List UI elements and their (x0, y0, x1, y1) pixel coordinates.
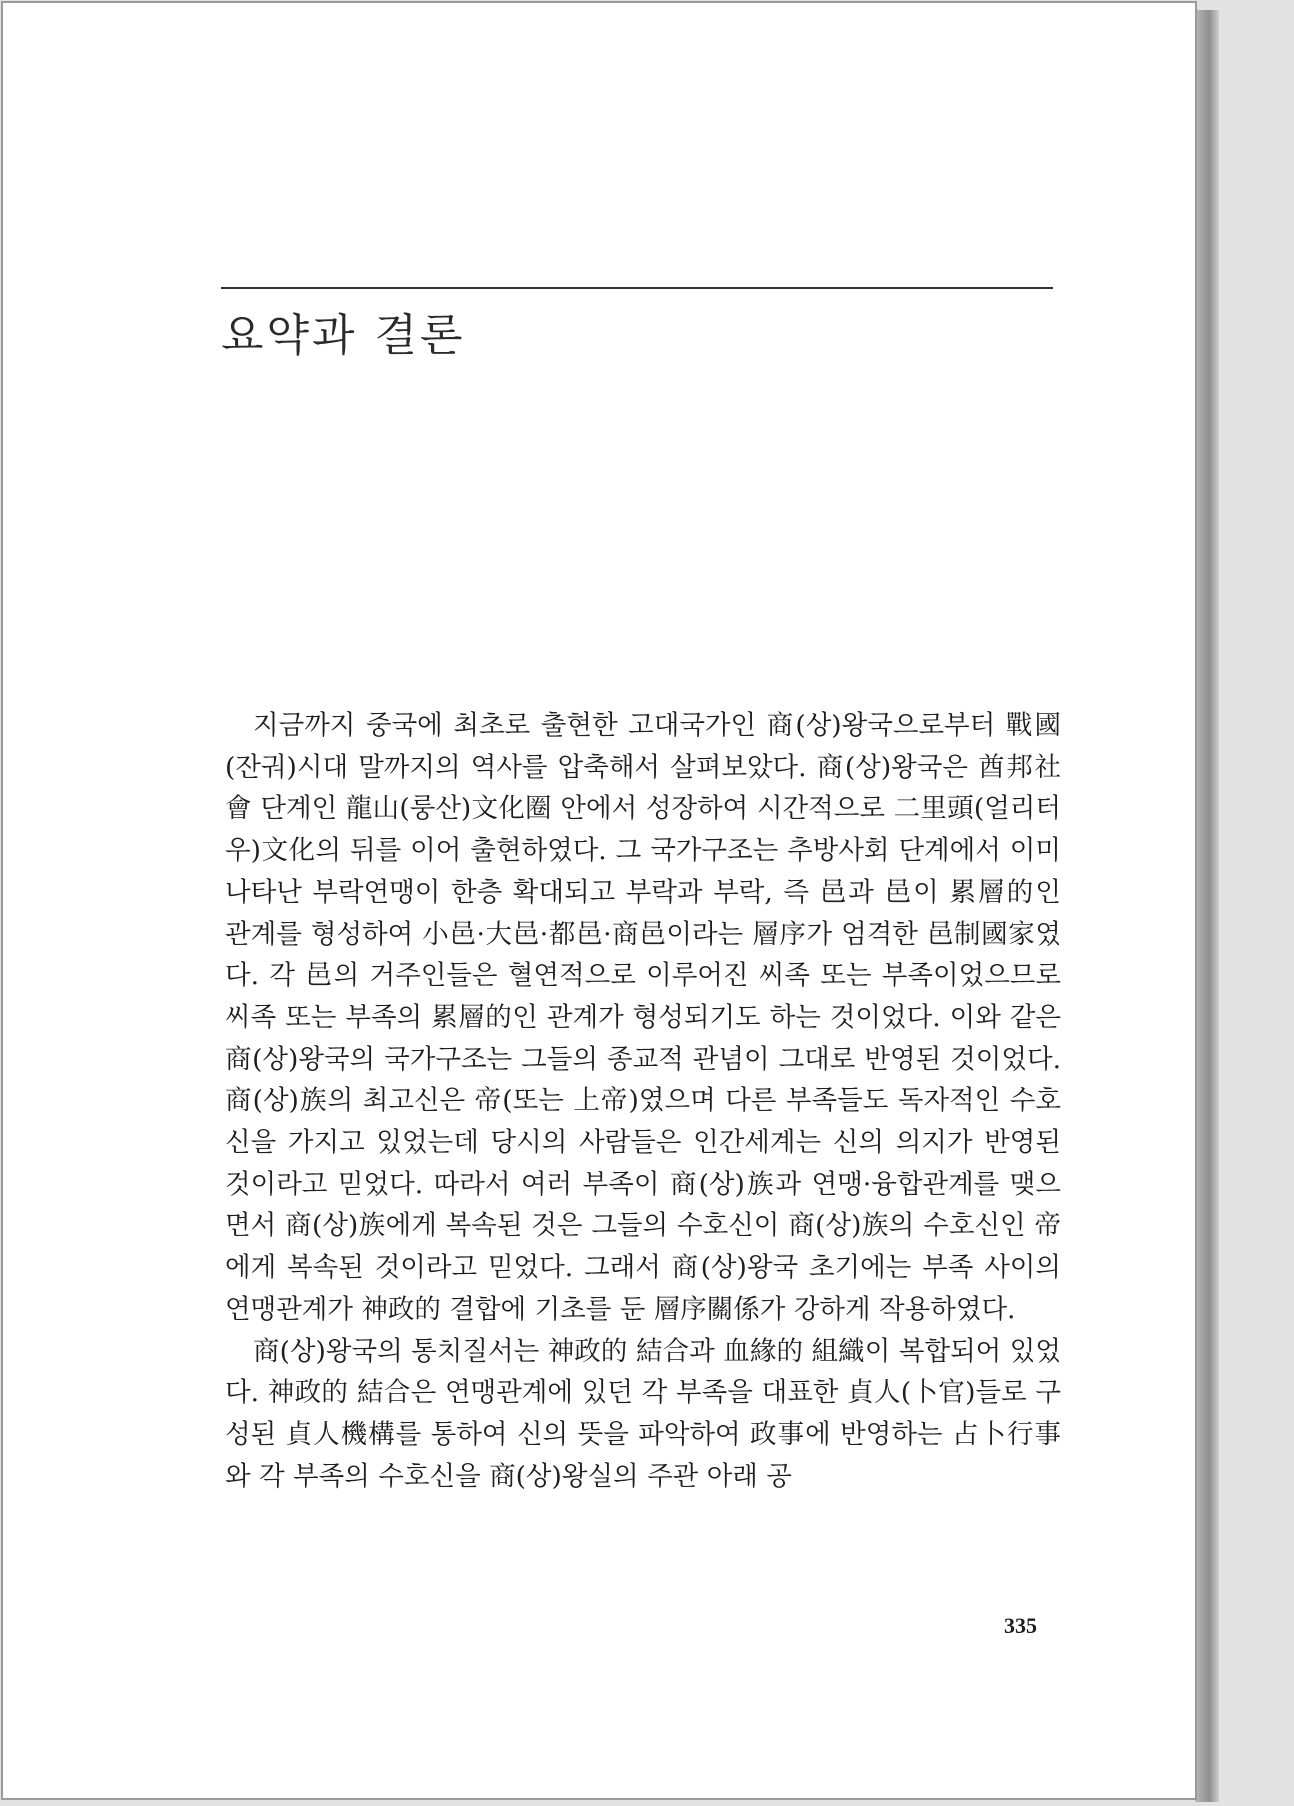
page-edge-shadow (1195, 10, 1219, 1802)
paragraph-1: 지금까지 중국에 최초로 출현한 고대국가인 商(상)왕국으로부터 戰國(잔궈)시대 말까지의 역사를 압축해서 살펴보았다. 商(상)왕국은 酋邦社會 단계인 龍山(룽산)文化圈 안에서 성장하여 시간적으로 二里頭(얼리터우)文化의 뒤를 이어 출현하였다. 그 국가구조는 추방사회 단계에서 이미 나타난 부락연맹이 한층 확대되고 부락과 부락, 즉 邑과 邑이 累層的인 관계를 형성하여 小邑·大邑·都邑·商邑이라는 層序가 엄격한 邑制國家였다. 각 邑의 거주인들은 혈연적으로 이루어진 씨족 또는 부족이었으므로 씨족 또는 부족의 累層的인 관계가 형성되기도 하는 것이었다. 이와 같은 商(상)왕국의 국가구조는 그들의 종교적 관념이 그대로 반영된 것이었다. 商(상)族의 최고신은 帝(또는 上帝)였으며 다른 부족들도 독자적인 수호신을 가지고 있었는데 당시의 사람들은 인간세계는 신의 의지가 반영된 것이라고 믿었다. 따라서 여러 부족이 商(상)族과 연맹·융합관계를 맺으면서 商(상)族에게 복속된 것은 그들의 수호신이 商(상)族의 수호신인 帝에게 복속된 것이라고 믿었다. 그래서 商(상)왕국 초기에는 부족 사이의 연맹관계가 神政的 결합에 기초를 둔 層序關係가 강하게 작용하였다. (225, 710, 1061, 1325)
body-text (225, 705, 1061, 1497)
chapter-rule (221, 287, 1053, 289)
chapter-title: 요약과 결론 (221, 310, 466, 361)
page-number: 335 (1004, 1613, 1037, 1638)
book-page (1, 1, 1197, 1800)
paragraph-2: 商(상)왕국의 통치질서는 神政的 結合과 血緣的 組織이 복합되어 있었다. 神政的 結合은 연맹관계에 있던 각 부족을 대표한 貞人(卜官)들로 구성된 貞人機構를 통하여 신의 뜻을 파악하여 政事에 반영하는 占卜行事와 각 부족의 수호신을 商(상)왕실의 주관 아래 공 (225, 1335, 1061, 1492)
